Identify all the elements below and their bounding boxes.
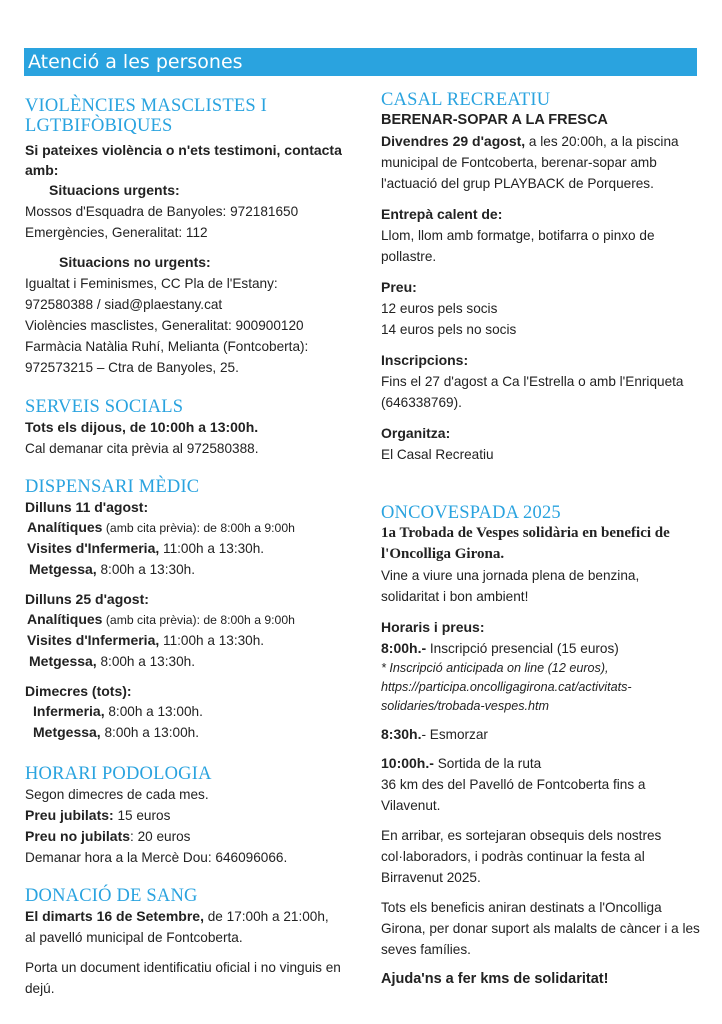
casal-date-text: a les 20:00h, a la piscina municipal de Fontcoberta, berenar-sopar amb l'actuació del grup PLAYBACK de Porqueres.	[381, 134, 679, 191]
casal-subtitle: BERENAR-SOPAR A LA FRESCA	[381, 112, 608, 128]
horari-3-text: Sortida de la ruta	[433, 756, 542, 771]
organitza-title: Organitza:	[381, 425, 451, 441]
dispensari-day2: Dilluns 25 d'agost:	[25, 591, 149, 607]
nonurgent-contact-2: Violències masclistes, Generalitat: 900900120	[25, 318, 304, 333]
violencies-heading: VIOLÈNCIES MASCLISTES I LGTBIFÒBIQUES	[25, 96, 268, 136]
metgessa-label: Metgessa,	[29, 653, 97, 669]
serveis-heading: SERVEIS SOCIALS	[25, 397, 184, 417]
sang-date: El dimarts 16 de Setembre,	[25, 908, 204, 924]
section-banner: Atenció a les persones	[24, 48, 697, 76]
onco-closing: Ajuda'ns a fer kms de solidaritat!	[381, 971, 609, 987]
analitiques-time: (amb cita prèvia): de 8:00h a 9:00h	[102, 613, 295, 627]
horari-1-text: Inscripció presencial (15 euros)	[426, 641, 619, 656]
horaris-title: Horaris i preus:	[381, 619, 485, 635]
horari-3-time: 10:00h.-	[381, 755, 434, 771]
analitiques-label: Analítiques	[27, 519, 103, 535]
preu-title: Preu:	[381, 279, 417, 295]
onco-paragraph-1: En arribar, es sortejaran obsequis dels nostres col·laboradors, i podràs continuar la festa al Birravenut 2025.	[381, 828, 662, 885]
preu-jubilats-label: Preu jubilats:	[25, 807, 114, 823]
sang-details: de 17:00h a 21:00h, al pavelló municipal de Fontcoberta.	[25, 909, 329, 945]
preu-no-socis: 14 euros pels no socis	[381, 322, 517, 337]
casal-section	[381, 90, 701, 465]
dispensari-day1-metgessa	[25, 559, 343, 580]
dispensari-day3: Dimecres (tots):	[25, 683, 132, 699]
metgessa-time: 8:00h a 13:00h.	[100, 725, 199, 740]
horari-3-detail: 36 km des del Pavelló de Fontcoberta fins a Vilavenut.	[381, 777, 646, 813]
organitza-text: El Casal Recreatiu	[381, 447, 494, 462]
nonurgent-title: Situacions no urgents:	[59, 254, 211, 270]
nonurgent-contact-1: Igualtat i Feminismes, CC Pla de l'Estany: 972580388 / siad@plaestany.cat	[25, 276, 278, 312]
casal-date	[381, 131, 701, 194]
serveis-line1: Tots els dijous, de 10:00h a 13:00h.	[25, 419, 259, 435]
entrepa-title: Entrepà calent de:	[381, 206, 503, 222]
dispensari-day2-infermeria	[25, 630, 343, 651]
metgessa-time: 8:00h a 13:30h.	[96, 654, 195, 669]
urgent-contact-2: Emergències, Generalitat: 112	[25, 225, 208, 240]
inscripcions-text: Fins el 27 d'agost a Ca l'Estrella o amb l'Enriqueta (646338769).	[381, 374, 684, 410]
urgent-title: Situacions urgents:	[49, 182, 180, 198]
horari-2-text: - Esmorzar	[421, 727, 488, 742]
analitiques-label: Analítiques	[27, 611, 103, 627]
horari-2	[381, 724, 701, 745]
sang-line2: Porta un document identificatiu oficial i no vinguis en dejú.	[25, 960, 341, 996]
analitiques-time: (amb cita prèvia): de 8:00h a 9:00h	[102, 521, 295, 535]
sang-heading: DONACIÓ DE SANG	[25, 886, 198, 906]
podologia-line3	[25, 826, 343, 847]
metgessa-time: 8:00h a 13:30h.	[96, 562, 195, 577]
metgessa-label: Metgessa,	[33, 724, 101, 740]
violencies-section	[25, 96, 343, 378]
podologia-line2	[25, 805, 343, 826]
casal-heading: CASAL RECREATIU	[381, 90, 551, 110]
dispensari-section	[25, 477, 343, 743]
dispensari-day2-analitiques	[25, 609, 343, 630]
horari-3	[381, 753, 701, 774]
sang-section	[25, 886, 343, 999]
infermeria-time: 11:00h a 13:30h.	[159, 541, 265, 556]
violencies-intro: Si pateixes violència o n'ets testimoni, contacta amb:	[25, 142, 342, 178]
sang-line1	[25, 906, 343, 948]
onco-heading: ONCOVESPADA 2025	[381, 503, 561, 523]
podologia-line1: Segon dimecres de cada mes.	[25, 787, 209, 802]
horari-1-time: 8:00h.-	[381, 640, 427, 656]
infermeria-time: 8:00h a 13:00h.	[104, 704, 203, 719]
nonurgent-contact-3: Farmàcia Natàlia Ruhí, Melianta (Fontcoberta): 972573215 – Ctra de Banyoles, 25.	[25, 339, 309, 375]
serveis-section	[25, 397, 343, 459]
podologia-line4: Demanar hora a la Mercè Dou: 646096066.	[25, 850, 288, 865]
horari-1	[381, 638, 701, 659]
inscripcions-title: Inscripcions:	[381, 352, 469, 368]
infermeria-label: Visites d'Infermeria,	[27, 540, 160, 556]
serveis-line2: Cal demanar cita prèvia al 972580388.	[25, 441, 259, 456]
dispensari-day1-analitiques	[25, 517, 343, 538]
preu-jubilats-value: 15 euros	[113, 808, 171, 823]
dispensari-day3-metgessa	[25, 722, 343, 743]
podologia-heading: HORARI PODOLOGIA	[25, 764, 212, 784]
infermeria-time: 11:00h a 13:30h.	[159, 633, 265, 648]
dispensari-day3-infermeria	[25, 701, 343, 722]
preu-socis: 12 euros pels socis	[381, 301, 498, 316]
infermeria-label: Infermeria,	[33, 703, 105, 719]
horari-1-note: * Inscripció anticipada on line (12 euros), https://participa.oncolligagirona.cat/activitats-solidaries/trobada-vespes.htm	[381, 661, 632, 713]
podologia-section	[25, 764, 343, 868]
dispensari-day2-metgessa	[25, 651, 343, 672]
dispensari-day1: Dilluns 11 d'agost:	[25, 499, 149, 515]
urgent-contact-1: Mossos d'Esquadra de Banyoles: 972181650	[25, 204, 299, 219]
casal-date-label: Divendres 29 d'agost,	[381, 133, 526, 149]
infermeria-label: Visites d'Infermeria,	[27, 632, 160, 648]
horari-2-time: 8:30h.	[381, 726, 422, 742]
onco-section	[381, 503, 701, 990]
dispensari-day1-infermeria	[25, 538, 343, 559]
dispensari-heading: DISPENSARI MÈDIC	[25, 477, 200, 497]
onco-subtitle: 1a Trobada de Vespes solidària en benefici de l'Oncolliga Girona.	[381, 525, 670, 562]
metgessa-label: Metgessa,	[29, 561, 97, 577]
onco-paragraph-2: Tots els beneficis aniran destinats a l'Oncolliga Girona, per donar suport als malalts de càncer i a les seves famílies.	[381, 900, 700, 957]
preu-no-jubilats-value: : 20 euros	[130, 829, 191, 844]
preu-no-jubilats-label: Preu no jubilats	[25, 828, 131, 844]
entrepa-text: Llom, llom amb formatge, botifarra o pinxo de pollastre.	[381, 228, 655, 264]
onco-intro: Vine a viure una jornada plena de benzina, solidaritat i bon ambient!	[381, 568, 640, 604]
